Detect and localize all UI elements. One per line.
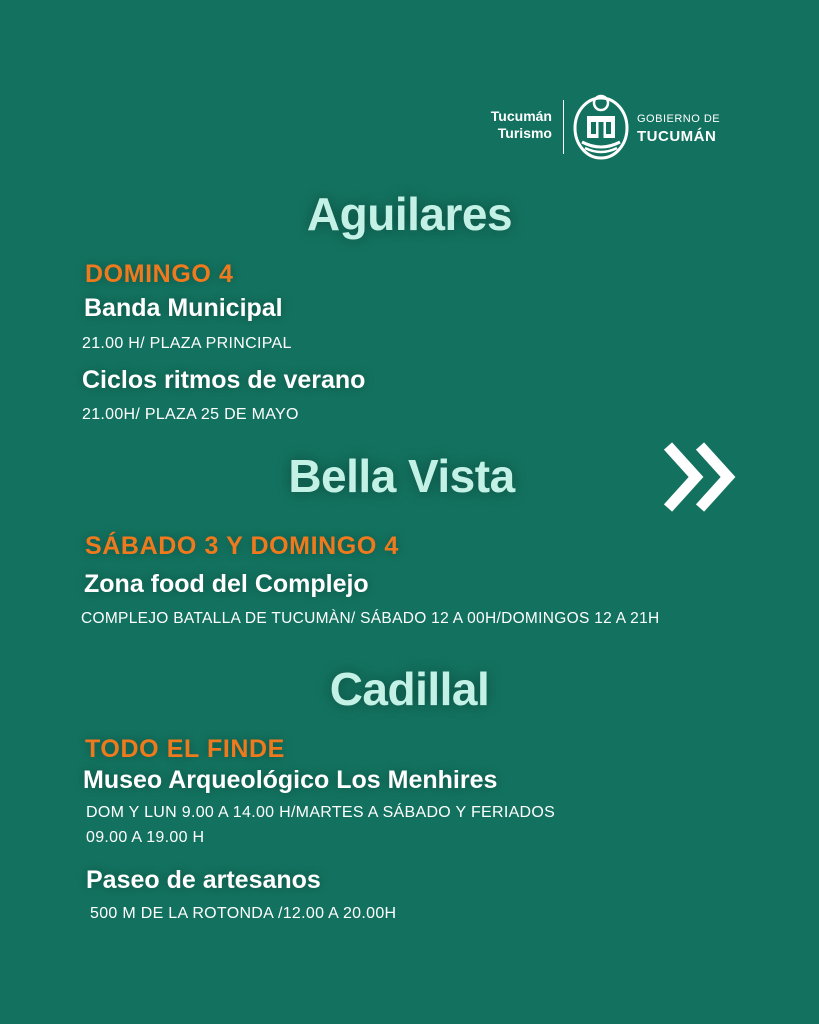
event-name: Banda Municipal: [84, 294, 283, 322]
section-title-cadillal: Cadillal: [329, 663, 490, 715]
tucuman-turismo-logo: [470, 108, 552, 142]
day-label: TODO EL FINDE: [85, 735, 285, 763]
logo-divider: [563, 100, 564, 154]
event-detail: 09.00 A 19.00 H: [86, 829, 205, 846]
gov-line1: GOBIERNO DE: [637, 113, 721, 125]
event-detail: 21.00H/ PLAZA 25 DE MAYO: [82, 406, 299, 423]
brand-line1: Tucumán: [490, 108, 552, 124]
event-name: Paseo de artesanos: [86, 866, 321, 894]
double-chevron-right-icon[interactable]: [660, 440, 740, 514]
event-name: Museo Arqueológico Los Menhires: [83, 766, 498, 794]
section-title-bella-vista: Bella Vista: [288, 450, 515, 502]
event-detail: 500 M DE LA ROTONDA /12.00 A 20.00H: [90, 905, 397, 922]
gov-line2: TUCUMÁN: [637, 128, 717, 145]
day-label: DOMINGO 4: [85, 260, 234, 288]
brand-line2: Turismo: [497, 125, 552, 141]
event-detail: 21.00 H/ PLAZA PRINCIPAL: [82, 335, 292, 352]
event-detail: COMPLEJO BATALLA DE TUCUMÀN/ SÁBADO 12 A 00H/DOMINGOS 12 A 21H: [81, 610, 660, 627]
event-name: Zona food del Complejo: [84, 570, 369, 598]
coat-of-arms-icon: [572, 92, 630, 162]
gobierno-tucuman-logo: [637, 111, 720, 145]
section-title-aguilares: Aguilares: [306, 188, 513, 240]
event-name: Ciclos ritmos de verano: [82, 366, 366, 394]
day-label: SÁBADO 3 Y DOMINGO 4: [85, 532, 399, 560]
event-detail: DOM Y LUN 9.00 A 14.00 H/MARTES A SÁBADO Y FERIADOS: [86, 804, 556, 821]
